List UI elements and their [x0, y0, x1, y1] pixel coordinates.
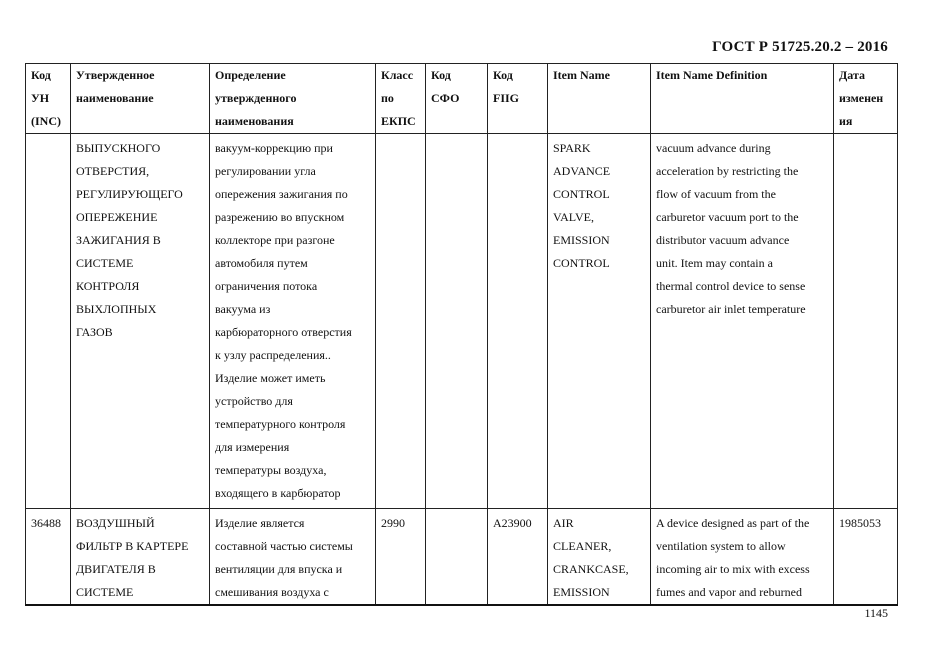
cell-line: ВЫХЛОПНЫХ	[76, 302, 157, 316]
cell-line: Класс	[381, 68, 414, 82]
cell-sfo-code	[426, 134, 488, 509]
cell-line: Дата	[839, 68, 865, 82]
cell-item-name	[548, 134, 651, 509]
cell-line: для измерения	[215, 440, 290, 454]
cell-line: SPARK	[553, 141, 591, 155]
cell-line: Изделие является	[215, 516, 305, 530]
cell-line: регулировании угла	[215, 164, 316, 178]
cell-line: СИСТЕМЕ	[76, 256, 134, 270]
cell-name-definition	[210, 509, 376, 606]
cell-line: разрежению во впускном	[215, 210, 345, 224]
header-item-name	[548, 64, 651, 134]
cell-line: ВЫПУСКНОГО	[76, 141, 161, 155]
cell-line: вентиляции для впуска и	[215, 562, 343, 576]
cell-line: опережения зажигания по	[215, 187, 348, 201]
cell-line: ДВИГАТЕЛЯ В	[76, 562, 156, 576]
cell-line: КОНТРОЛЯ	[76, 279, 140, 293]
cell-line: 1985053	[839, 516, 881, 530]
header-inc-code	[26, 64, 71, 134]
cell-line: Код	[31, 68, 51, 82]
cell-line: distributor vacuum advance	[656, 233, 790, 247]
cell-line: СФО	[431, 91, 460, 105]
cell-line: входящего в карбюратор	[215, 486, 341, 500]
cell-line: vacuum advance during	[656, 141, 771, 155]
cell-line: flow of vacuum from the	[656, 187, 776, 201]
cell-line: FIIG	[493, 91, 520, 105]
cell-line: изменен	[839, 91, 884, 105]
cell-line: ФИЛЬТР В КАРТЕРЕ	[76, 539, 189, 553]
cell-line: thermal control device to sense	[656, 279, 806, 293]
cell-line: 36488	[31, 516, 61, 530]
header-approved-name	[71, 64, 210, 134]
cell-line: 2990	[381, 516, 405, 530]
cell-line: по	[381, 91, 394, 105]
header-item-name-definition	[651, 64, 834, 134]
cell-change-date	[834, 509, 898, 606]
cell-name-definition	[210, 134, 376, 509]
cell-line: ГАЗОВ	[76, 325, 113, 339]
cell-line: вакуума из	[215, 302, 271, 316]
page-number: 1145	[864, 606, 888, 620]
cell-line: температурного контроля	[215, 417, 346, 431]
cell-line: A23900	[493, 516, 532, 530]
cell-line: carburetor air inlet temperature	[656, 302, 806, 316]
cell-line: Определение	[215, 68, 286, 82]
cell-line: acceleration by restricting the	[656, 164, 799, 178]
cell-line: утвержденного	[215, 91, 297, 105]
cell-line: наименование	[76, 91, 154, 105]
cell-line: EMISSION	[553, 233, 610, 247]
cell-line: ЗАЖИГАНИЯ В	[76, 233, 161, 247]
cell-line: ия	[839, 114, 853, 128]
cell-approved-name	[71, 134, 210, 509]
cell-line: Код	[431, 68, 451, 82]
cell-item-name-definition	[651, 509, 834, 606]
cell-line: наименования	[215, 114, 294, 128]
cell-line: fumes and vapor and reburned	[656, 585, 802, 599]
cell-line: РЕГУЛИРУЮЩЕГО	[76, 187, 183, 201]
cell-line: Изделие может иметь	[215, 371, 326, 385]
cell-line: unit. Item may contain a	[656, 256, 773, 270]
cell-line: CONTROL	[553, 187, 610, 201]
catalog-table	[25, 63, 898, 606]
cell-line: EMISSION	[553, 585, 610, 599]
cell-line: ВОЗДУШНЫЙ	[76, 516, 155, 530]
cell-line: CONTROL	[553, 256, 610, 270]
cell-fiig-code	[488, 134, 548, 509]
cell-line: (INC)	[31, 114, 61, 128]
table-header-row	[26, 64, 898, 134]
cell-approved-name	[71, 509, 210, 606]
cell-line: карбюраторного отверстия	[215, 325, 352, 339]
cell-line: VALVE,	[553, 210, 595, 224]
cell-line: Код	[493, 68, 513, 82]
cell-line: к узлу распределения..	[215, 348, 331, 362]
cell-line: CLEANER,	[553, 539, 612, 553]
cell-line: устройство для	[215, 394, 293, 408]
cell-line: A device designed as part of the	[656, 516, 810, 530]
cell-line: ventilation system to allow	[656, 539, 786, 553]
cell-fiig-code	[488, 509, 548, 606]
cell-ekps-class	[376, 134, 426, 509]
header-change-date	[834, 64, 898, 134]
cell-line: составной частью системы	[215, 539, 353, 553]
table-row	[26, 509, 898, 606]
cell-inc-code	[26, 134, 71, 509]
cell-line: CRANKCASE,	[553, 562, 629, 576]
cell-line: ОПЕРЕЖЕНИЕ	[76, 210, 158, 224]
header-fiig-code	[488, 64, 548, 134]
cell-line: ADVANCE	[553, 164, 611, 178]
cell-line: ограничения потока	[215, 279, 318, 293]
cell-item-name	[548, 509, 651, 606]
cell-line: УН	[31, 91, 50, 105]
cell-line: AIR	[553, 516, 574, 530]
cell-line: Item Name	[553, 68, 610, 82]
cell-change-date	[834, 134, 898, 509]
cell-line: автомобиля путем	[215, 256, 308, 270]
cell-line: температуры воздуха,	[215, 463, 327, 477]
cell-line: carburetor vacuum port to the	[656, 210, 799, 224]
cell-ekps-class	[376, 509, 426, 606]
cell-line: вакуум-коррекцию при	[215, 141, 333, 155]
cell-sfo-code	[426, 509, 488, 606]
cell-line: коллекторе при разгоне	[215, 233, 335, 247]
cell-line: Item Name Definition	[656, 68, 768, 82]
cell-item-name-definition	[651, 134, 834, 509]
document-code: ГОСТ Р 51725.20.2 – 2016	[712, 39, 888, 55]
table-row	[26, 134, 898, 509]
header-name-definition	[210, 64, 376, 134]
header-ekps-class	[376, 64, 426, 134]
cell-line: смешивания воздуха с	[215, 585, 329, 599]
cell-line: Утвержденное	[76, 68, 155, 82]
cell-inc-code	[26, 509, 71, 606]
cell-line: СИСТЕМЕ	[76, 585, 134, 599]
cell-line: incoming air to mix with excess	[656, 562, 810, 576]
cell-line: ОТВЕРСТИЯ,	[76, 164, 150, 178]
header-sfo-code	[426, 64, 488, 134]
cell-line: ЕКПС	[381, 114, 416, 128]
